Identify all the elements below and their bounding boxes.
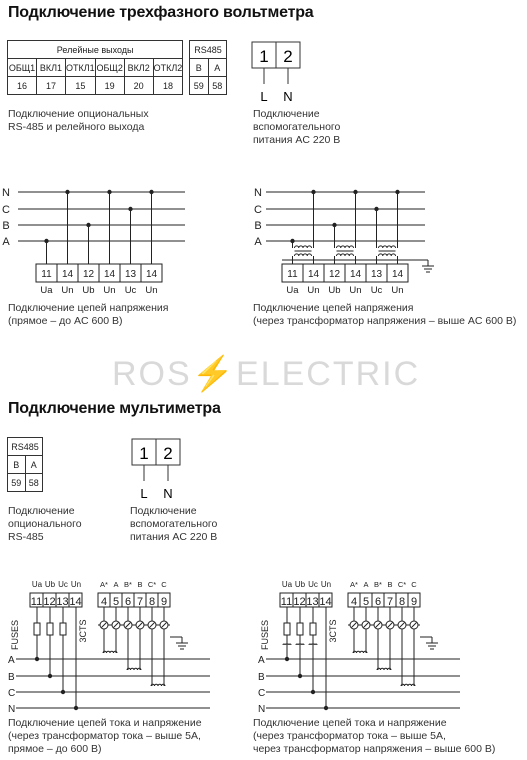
line-label-b: B — [2, 220, 10, 232]
multimeter-transformer-diagram — [250, 575, 480, 715]
relay-number-cell: 16 — [8, 77, 37, 95]
trans-terminal-12: 12 — [328, 269, 341, 280]
relay-number-cell: 19 — [95, 77, 124, 95]
line-label-a: A — [2, 236, 10, 248]
junction-dot — [128, 207, 132, 211]
section-title-multimeter: Подключение мультиметра — [8, 400, 221, 417]
caption-multi-left: Подключение цепей тока и напряжение (через трансформатор тока – выше 5А, прямое – до 600 В) — [8, 717, 202, 755]
junction-dot — [107, 190, 111, 194]
v-top-label: Un — [320, 580, 332, 589]
caption-power: Подключение вспомогательного питания AC 220 В — [253, 108, 341, 146]
fuse — [284, 623, 290, 635]
terminal-13: 13 — [124, 269, 137, 280]
voltage-terminal-14: 14 — [319, 596, 332, 608]
multi-power-terminal-2: 2 — [163, 444, 173, 463]
i-top-label: B* — [374, 580, 382, 589]
junction-dot — [298, 674, 302, 678]
caption-multi-right: Подключение цепей тока и напряжение (через трансформатор тока – выше 5А, через трансформатор напряжения – выше 600 В) — [253, 717, 496, 755]
relay-outputs-table — [7, 40, 183, 95]
multimeter-direct-diagram — [0, 575, 215, 715]
multi-line-label-c: C — [8, 688, 16, 699]
relay-label-cell: ОТКЛ1 — [66, 59, 96, 77]
current-terminal-4: 4 — [100, 596, 108, 608]
terminal-label: Ua — [40, 285, 53, 296]
multi-rs485-num-59: 59 — [8, 474, 26, 492]
multi-line-label-a: A — [8, 655, 15, 666]
trans-terminal-label: Ua — [286, 285, 299, 296]
relay-number-cell: 17 — [37, 77, 66, 95]
junction-dot — [61, 690, 65, 694]
current-terminal-6: 6 — [374, 596, 382, 608]
junction-dot — [311, 190, 315, 194]
junction-dot — [311, 690, 315, 694]
fuse — [60, 623, 66, 635]
multi-power-label-n: N — [163, 486, 173, 501]
junction-dot — [35, 657, 39, 661]
v-top-label: Un — [70, 580, 82, 589]
trans-terminal-14: 14 — [349, 269, 362, 280]
caption-options: Подключение опциональных RS-485 и релейного выхода — [8, 108, 149, 133]
multi-rs485-num-58: 58 — [25, 474, 43, 492]
relay-label-cell: ОТКЛ2 — [153, 59, 183, 77]
coil — [379, 246, 396, 248]
coil — [283, 644, 291, 645]
fuse — [47, 623, 53, 635]
terminal-14: 14 — [145, 269, 158, 280]
i-top-label: C — [161, 580, 167, 589]
multi-power-label-l: L — [140, 486, 148, 501]
multi-rs485-header: RS485 — [8, 438, 43, 456]
terminal-label: Uc — [124, 285, 137, 296]
i-top-label: A* — [350, 580, 358, 589]
current-terminal-8: 8 — [148, 596, 156, 608]
i-top-label: B — [387, 580, 393, 589]
v-top-label: Ub — [44, 580, 56, 589]
junction-dot — [149, 190, 153, 194]
rs485-header: RS485 — [190, 41, 227, 59]
trans-terminal-14: 14 — [307, 269, 320, 280]
watermark-logo: ROS⚡ELECTRIC — [112, 355, 421, 393]
trans-line-label-n: N — [254, 187, 262, 199]
coil — [353, 651, 367, 653]
coil — [379, 254, 396, 256]
multi-rs485-label-b: B — [8, 456, 26, 474]
junction-dot — [285, 657, 289, 661]
caption-multi-rs485: Подключение опционального RS-485 — [8, 505, 82, 543]
multi-line-label-n: N — [8, 704, 16, 715]
power-terminal-1: 1 — [259, 47, 269, 66]
line-label-c: C — [2, 204, 10, 216]
current-terminal-7: 7 — [136, 596, 144, 608]
relay-label-cell: ВКЛ1 — [37, 59, 66, 77]
coil — [127, 668, 141, 670]
relay-label-cell: ОБЩ2 — [95, 59, 124, 77]
terminal-14: 14 — [61, 269, 74, 280]
multi-power-terminals-diagram — [130, 437, 190, 503]
coil — [309, 644, 317, 645]
line-label-n: N — [2, 187, 10, 199]
rs485-num-59: 59 — [190, 77, 209, 95]
current-terminal-4: 4 — [350, 596, 358, 608]
i-top-label: C — [411, 580, 417, 589]
current-terminal-8: 8 — [398, 596, 406, 608]
junction-dot — [48, 674, 52, 678]
terminal-label: Un — [145, 285, 158, 296]
terminal-label: Un — [103, 285, 116, 296]
multi-power-terminal-1: 1 — [139, 444, 149, 463]
i-top-label: A* — [100, 580, 108, 589]
voltage-terminal-12: 12 — [293, 596, 306, 608]
trans-terminal-label: Un — [391, 285, 404, 296]
terminal-label: Ub — [82, 285, 95, 296]
coil — [151, 684, 165, 686]
current-terminal-7: 7 — [386, 596, 394, 608]
trans-terminal-label: Uc — [370, 285, 383, 296]
current-terminal-9: 9 — [160, 596, 168, 608]
power-label-l: L — [260, 89, 268, 104]
v-top-label: Ub — [294, 580, 306, 589]
multi-rs485-label-a: A — [25, 456, 43, 474]
relay-label-cell: ОБЩ1 — [8, 59, 37, 77]
i-top-label: B — [137, 580, 143, 589]
trans-line-label-b: B — [254, 220, 262, 232]
terminal-12: 12 — [82, 269, 95, 280]
v-top-label: Uc — [308, 580, 318, 589]
v-top-label: Ua — [281, 580, 293, 589]
current-terminal-6: 6 — [124, 596, 132, 608]
v-top-label: Uc — [58, 580, 68, 589]
i-top-label: A — [113, 580, 119, 589]
rs485-label-b: B — [190, 59, 209, 77]
coil — [296, 644, 304, 645]
relay-number-cell: 15 — [66, 77, 96, 95]
cts-label: 3CTS — [328, 619, 338, 643]
multi-rs485-table — [7, 437, 43, 492]
relay-table-header: Релейные выходы — [8, 41, 183, 59]
i-top-label: B* — [124, 580, 132, 589]
current-terminal-5: 5 — [112, 596, 120, 608]
junction-dot — [44, 239, 48, 243]
voltage-terminal-13: 13 — [56, 596, 69, 608]
trans-terminal-11: 11 — [287, 269, 298, 280]
voltage-terminal-12: 12 — [43, 596, 56, 608]
coil — [377, 668, 391, 670]
junction-dot — [65, 190, 69, 194]
relay-label-cell: ВКЛ2 — [124, 59, 153, 77]
trans-terminal-label: Un — [349, 285, 362, 296]
fuses-label: FUSES — [10, 619, 20, 651]
fuse — [297, 623, 303, 635]
voltage-terminal-11: 11 — [280, 596, 293, 608]
coil — [295, 254, 312, 256]
coil — [337, 254, 354, 256]
coil — [295, 246, 312, 248]
multi-line-label-n: N — [258, 704, 266, 715]
v-top-label: Ua — [31, 580, 43, 589]
transformer-voltage-diagram — [250, 180, 440, 300]
junction-dot — [74, 706, 78, 710]
i-top-label: C* — [147, 580, 157, 589]
voltage-terminal-14: 14 — [69, 596, 82, 608]
relay-number-cell: 18 — [153, 77, 183, 95]
fuse — [310, 623, 316, 635]
multi-line-label-a: A — [258, 655, 265, 666]
trans-terminal-14: 14 — [391, 269, 404, 280]
power-terminal-2: 2 — [283, 47, 293, 66]
rs485-num-58: 58 — [208, 77, 227, 95]
section-title-voltmeter: Подключение трехфазного вольтметра — [8, 4, 314, 21]
junction-dot — [324, 706, 328, 710]
terminal-14: 14 — [103, 269, 116, 280]
voltage-terminal-13: 13 — [306, 596, 319, 608]
rs485-label-a: A — [208, 59, 227, 77]
i-top-label: A — [363, 580, 369, 589]
junction-dot — [395, 190, 399, 194]
coil — [401, 684, 415, 686]
junction-dot — [86, 223, 90, 227]
current-terminal-5: 5 — [362, 596, 370, 608]
junction-dot — [332, 223, 336, 227]
coil — [103, 651, 117, 653]
cts-label: 3CTS — [78, 619, 88, 643]
multi-line-label-c: C — [258, 688, 266, 699]
voltage-terminal-11: 11 — [30, 596, 43, 608]
caption-multi-power: Подключение вспомогательного питания AC 220 В — [130, 505, 218, 543]
caption-direct: Подключение цепей напряжения (прямое – до AC 600 В) — [8, 302, 169, 327]
trans-terminal-label: Un — [307, 285, 320, 296]
trans-terminal-label: Ub — [328, 285, 341, 296]
multi-line-label-b: B — [258, 672, 265, 683]
multi-line-label-b: B — [8, 672, 15, 683]
i-top-label: C* — [397, 580, 407, 589]
direct-voltage-diagram — [0, 180, 200, 300]
trans-line-label-a: A — [254, 236, 262, 248]
caption-transformer: Подключение цепей напряжения (через трансформатор напряжения – выше AC 600 В) — [253, 302, 517, 327]
terminal-label: Un — [61, 285, 74, 296]
rs485-table — [189, 40, 227, 95]
trans-line-label-c: C — [254, 204, 262, 216]
junction-dot — [290, 239, 294, 243]
junction-dot — [353, 190, 357, 194]
fuse — [34, 623, 40, 635]
power-label-n: N — [283, 89, 293, 104]
trans-terminal-13: 13 — [370, 269, 383, 280]
relay-number-cell: 20 — [124, 77, 153, 95]
current-terminal-9: 9 — [410, 596, 418, 608]
power-terminals-diagram — [250, 40, 310, 106]
junction-dot — [374, 207, 378, 211]
terminal-11: 11 — [41, 269, 52, 280]
fuses-label: FUSES — [260, 619, 270, 651]
coil — [337, 246, 354, 248]
